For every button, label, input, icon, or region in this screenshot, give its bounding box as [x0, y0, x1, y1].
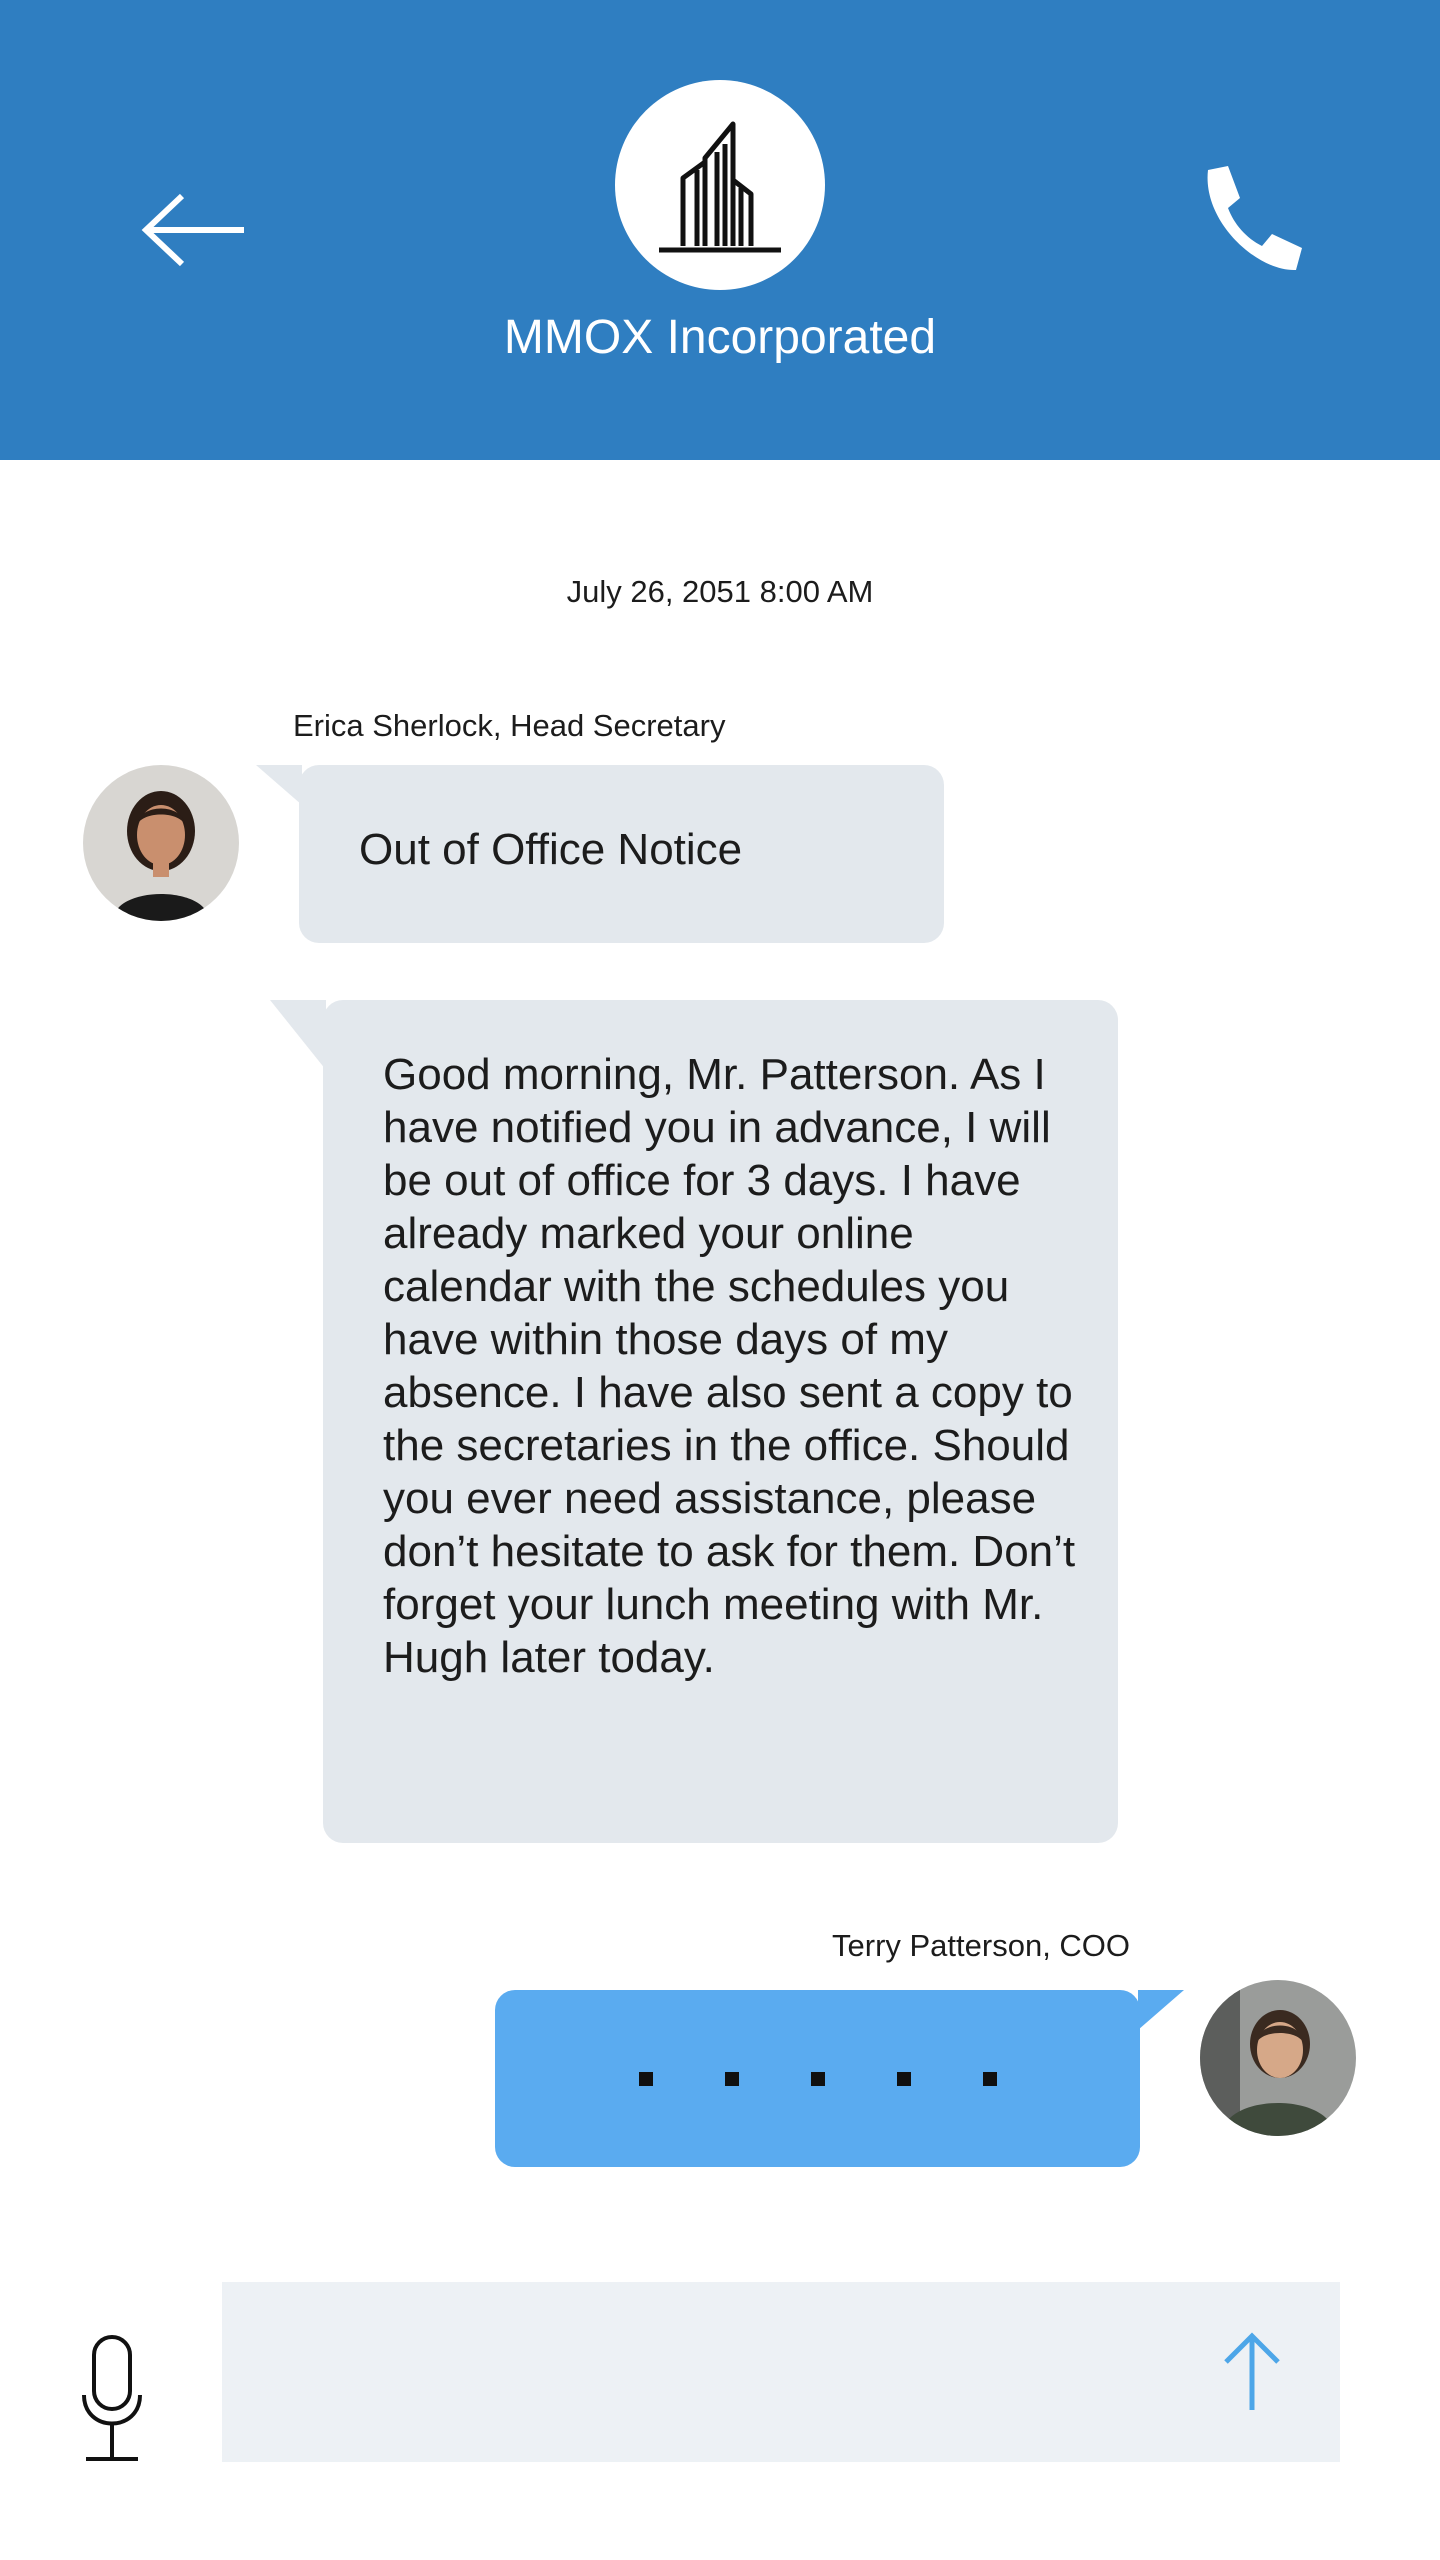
message-text: Good morning, Mr. Patterson. As I have notified you in advance, I will be out of office for 3 days. I have already marked your online calendar with the schedules you have within those days of my absence. I have also sent a copy to the secretaries in the office. Should you ever need assistance, please don’t hesitate to ask for them. Don’t forget your lunch meeting with Mr. Hugh later today. [383, 1050, 1076, 1682]
microphone-button[interactable] [80, 2333, 144, 2463]
message-bubble[interactable] [299, 765, 944, 943]
message-text: Out of Office Notice [359, 825, 743, 874]
typing-dot [983, 2072, 997, 2086]
company-logo [615, 80, 825, 290]
message-composer [222, 2282, 1340, 2462]
sender-name: Erica Sherlock, Head Secretary [293, 708, 726, 743]
bubble-tail [270, 1000, 326, 1070]
chat-header [0, 0, 1440, 460]
sender-name: Terry Patterson, COO [832, 1928, 1131, 1963]
avatar[interactable] [1200, 1980, 1356, 2136]
page-title: MMOX Incorporated [503, 311, 937, 364]
microphone-icon [80, 2333, 144, 2463]
typing-dots [495, 1990, 1140, 2167]
bubble-tail [1138, 1990, 1184, 2030]
message-bubble[interactable] [323, 1000, 1118, 1843]
person-avatar-icon [83, 765, 239, 921]
arrow-left-icon [140, 190, 250, 270]
avatar[interactable] [83, 765, 239, 921]
phone-icon [1188, 160, 1308, 280]
back-button[interactable] [140, 190, 250, 270]
typing-indicator-bubble [495, 1990, 1140, 2167]
typing-dot [811, 2072, 825, 2086]
typing-dot [639, 2072, 653, 2086]
message-input[interactable] [252, 2322, 1216, 2424]
call-button[interactable] [1188, 160, 1308, 280]
conversation-timestamp: July 26, 2051 8:00 AM [566, 574, 874, 609]
typing-dot [897, 2072, 911, 2086]
send-button[interactable] [1222, 2330, 1282, 2414]
person-avatar-icon [1200, 1980, 1356, 2136]
building-logo-icon [655, 118, 785, 258]
arrow-up-icon [1222, 2330, 1282, 2414]
bubble-tail [256, 765, 302, 805]
typing-dot [725, 2072, 739, 2086]
